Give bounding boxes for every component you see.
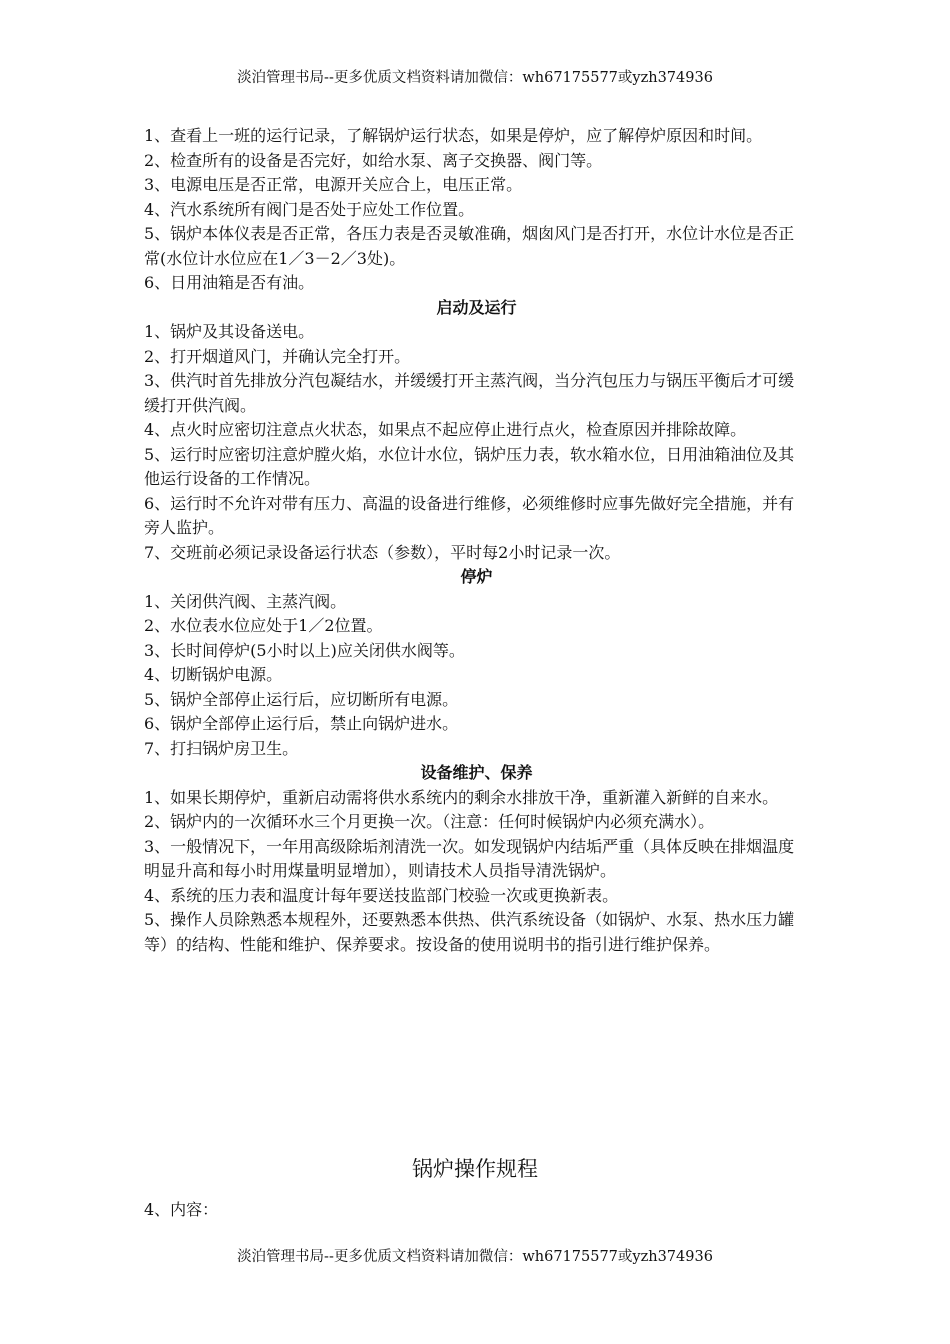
document-title: 锅炉操作规程 [412,1157,538,1181]
section-heading-maintenance: 设备维护、保养 [420,763,533,782]
list-item: 3、长时间停炉(5小时以上)应关闭供水阀等。 [144,640,465,660]
list-item: 5、锅炉本体仪表是否正常，各压力表是否灵敏准确，烟囱风门是否打开，水位计水位是否正常(水位计水位应在1／3－2／3处)。 [144,224,795,268]
list-item: 5、锅炉全部停止运行后，应切断所有电源。 [144,689,459,709]
list-item: 2、打开烟道风门，并确认完全打开。 [144,346,411,366]
content-heading: 4、内容： [144,1200,219,1219]
list-item: 5、运行时应密切注意炉膛火焰，水位计水位，锅炉压力表，软水箱水位，日用油箱油位及其他运行设备的工作情况。 [144,444,795,488]
list-item: 1、查看上一班的运行记录，了解锅炉运行状态，如果是停炉，应了解停炉原因和时间。 [144,126,763,145]
list-item: 3、电源电压是否正常，电源开关应合上，电压正常。 [144,175,523,194]
list-item: 4、系统的压力表和温度计每年要送技监部门校验一次或更换新表。 [144,885,619,905]
page-footer: 淡泊管理书局--更多优质文档资料请加微信：wh67175577或yzh374936 [237,1249,713,1265]
section-heading-shutdown: 停炉 [460,567,493,586]
section-heading-startup: 启动及运行 [436,297,517,317]
page-header: 淡泊管理书局--更多优质文档资料请加微信：wh67175577或yzh374936 [237,70,713,86]
list-item: 7、交班前必须记录设备运行状态（参数），平时每2小时记录一次。 [144,542,621,562]
list-item: 3、供汽时首先排放分汽包凝结水，并缓缓打开主蒸汽阀，当分汽包压力与锅压平衡后才可缓缓打开供汽阀。 [144,371,795,415]
document-body [144,124,809,957]
list-item: 4、切断锅炉电源。 [144,665,283,684]
list-item: 2、锅炉内的一次循环水三个月更换一次。（注意：任何时候锅炉内必须充满水）。 [144,812,715,831]
list-item: 4、汽水系统所有阀门是否处于应处工作位置。 [144,199,475,219]
list-item: 2、水位表水位应处于1／2位置。 [144,616,383,635]
list-item: 2、检查所有的设备是否完好，如给水泵、离子交换器、阀门等。 [144,150,603,170]
list-item: 6、日用油箱是否有油。 [144,273,315,292]
list-item: 1、如果长期停炉，重新启动需将供水系统内的剩余水排放干净，重新灌入新鲜的自来水。 [144,787,779,807]
list-item: 7、打扫锅炉房卫生。 [144,738,299,758]
list-item: 6、运行时不允许对带有压力、高温的设备进行维修，必须维修时应事先做好完全措施，并有旁人监护。 [144,493,795,537]
list-item: 1、锅炉及其设备送电。 [144,322,315,341]
list-item: 3、一般情况下，一年用高级除垢剂清洗一次。如发现锅炉内结垢严重（具体反映在排烟温度明显升高和每小时用煤量明显增加），则请技术人员指导清洗锅炉。 [144,836,795,880]
list-item: 5、操作人员除熟悉本规程外，还要熟悉本供热、供汽系统设备（如锅炉、水泵、热水压力罐等）的结构、性能和维护、保养要求。按设备的使用说明书的指引进行维护保养。 [144,910,795,954]
list-item: 1、关闭供汽阀、主蒸汽阀。 [144,591,347,611]
list-item: 6、锅炉全部停止运行后，禁止向锅炉进水。 [144,714,459,733]
list-item: 4、点火时应密切注意点火状态，如果点不起应停止进行点火，检查原因并排除故障。 [144,420,747,439]
